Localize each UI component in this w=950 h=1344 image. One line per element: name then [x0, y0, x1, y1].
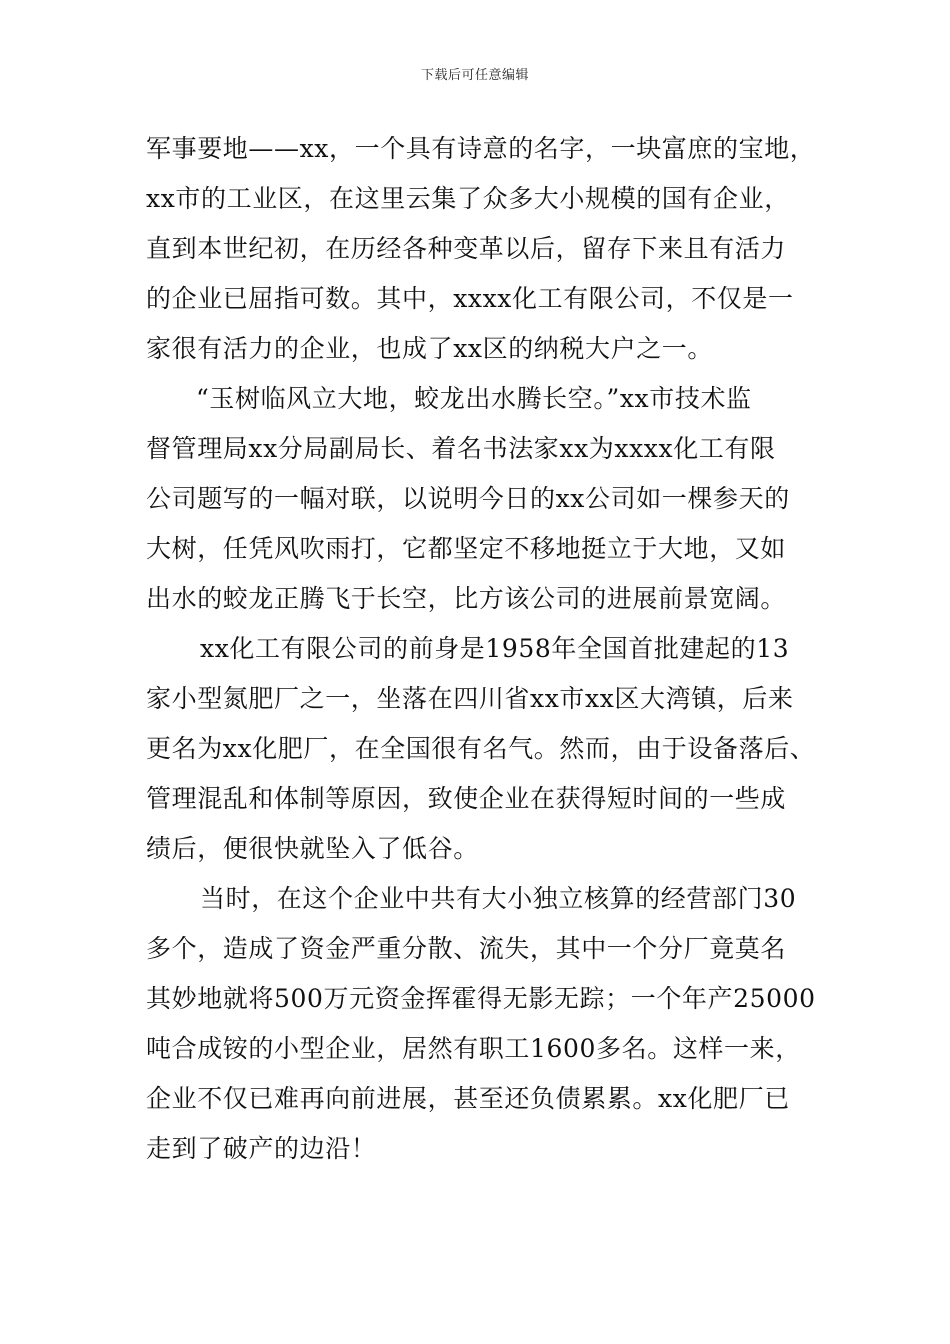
- text-line: 绩后，便很快就坠入了低谷。: [146, 834, 479, 863]
- text-line: 的企业已屈指可数。其中，xxxx化工有限公司，不仅是一: [146, 284, 794, 313]
- text-line: 更名为xx化肥厂，在全国很有名气。然而，由于设备落后、: [146, 734, 816, 763]
- text-line: xx市的工业区，在这里云集了众多大小规模的国有企业，: [146, 184, 790, 213]
- text-line: “玉树临风立大地，蛟龙出水腾长空。”xx市技术监: [196, 384, 752, 413]
- text-line: 走到了破产的边沿！: [146, 1134, 377, 1163]
- text-line: 多个，造成了资金严重分散、流失，其中一个分厂竟莫名: [146, 934, 787, 963]
- document-body: [146, 124, 826, 1174]
- text-line: 直到本世纪初，在历经各种变革以后，留存下来且有活力: [146, 234, 787, 263]
- paragraph-4: [146, 874, 826, 1174]
- paragraph-2: [146, 374, 826, 624]
- text-line: xx化工有限公司的前身是1958年全国首批建起的13: [200, 634, 790, 663]
- text-line: 企业不仅已难再向前进展，甚至还负债累累。xx化肥厂已: [146, 1084, 790, 1113]
- text-line: 家很有活力的企业，也成了xx区的纳税大户之一。: [146, 334, 713, 363]
- text-line: 吨合成铵的小型企业，居然有职工1600多名。这样一来，: [146, 1034, 801, 1063]
- text-line: 家小型氮肥厂之一，坐落在四川省xx市xx区大湾镇，后来: [146, 684, 794, 713]
- paragraph-1: [146, 124, 826, 374]
- text-line: 公司题写的一幅对联，以说明今日的xx公司如一棵参天的: [146, 484, 790, 513]
- text-line: 大树，任凭风吹雨打，它都坚定不移地挺立于大地，又如: [146, 534, 787, 563]
- text-line: 当时，在这个企业中共有大小独立核算的经营部门30: [200, 884, 797, 913]
- text-line: 其妙地就将500万元资金挥霍得无影无踪；一个年产25000: [146, 984, 816, 1013]
- text-line: 出水的蛟龙正腾飞于长空，比方该公司的进展前景宽阔。: [146, 584, 787, 613]
- page-header: 下载后可任意编辑: [420, 68, 529, 83]
- text-line: 管理混乱和体制等原因，致使企业在获得短时间的一些成: [146, 784, 787, 813]
- paragraph-3: [146, 624, 826, 874]
- text-line: 督管理局xx分局副局长、着名书法家xx为xxxx化工有限: [146, 434, 776, 463]
- text-line: 军事要地——xx，一个具有诗意的名字，一块富庶的宝地，: [146, 134, 816, 163]
